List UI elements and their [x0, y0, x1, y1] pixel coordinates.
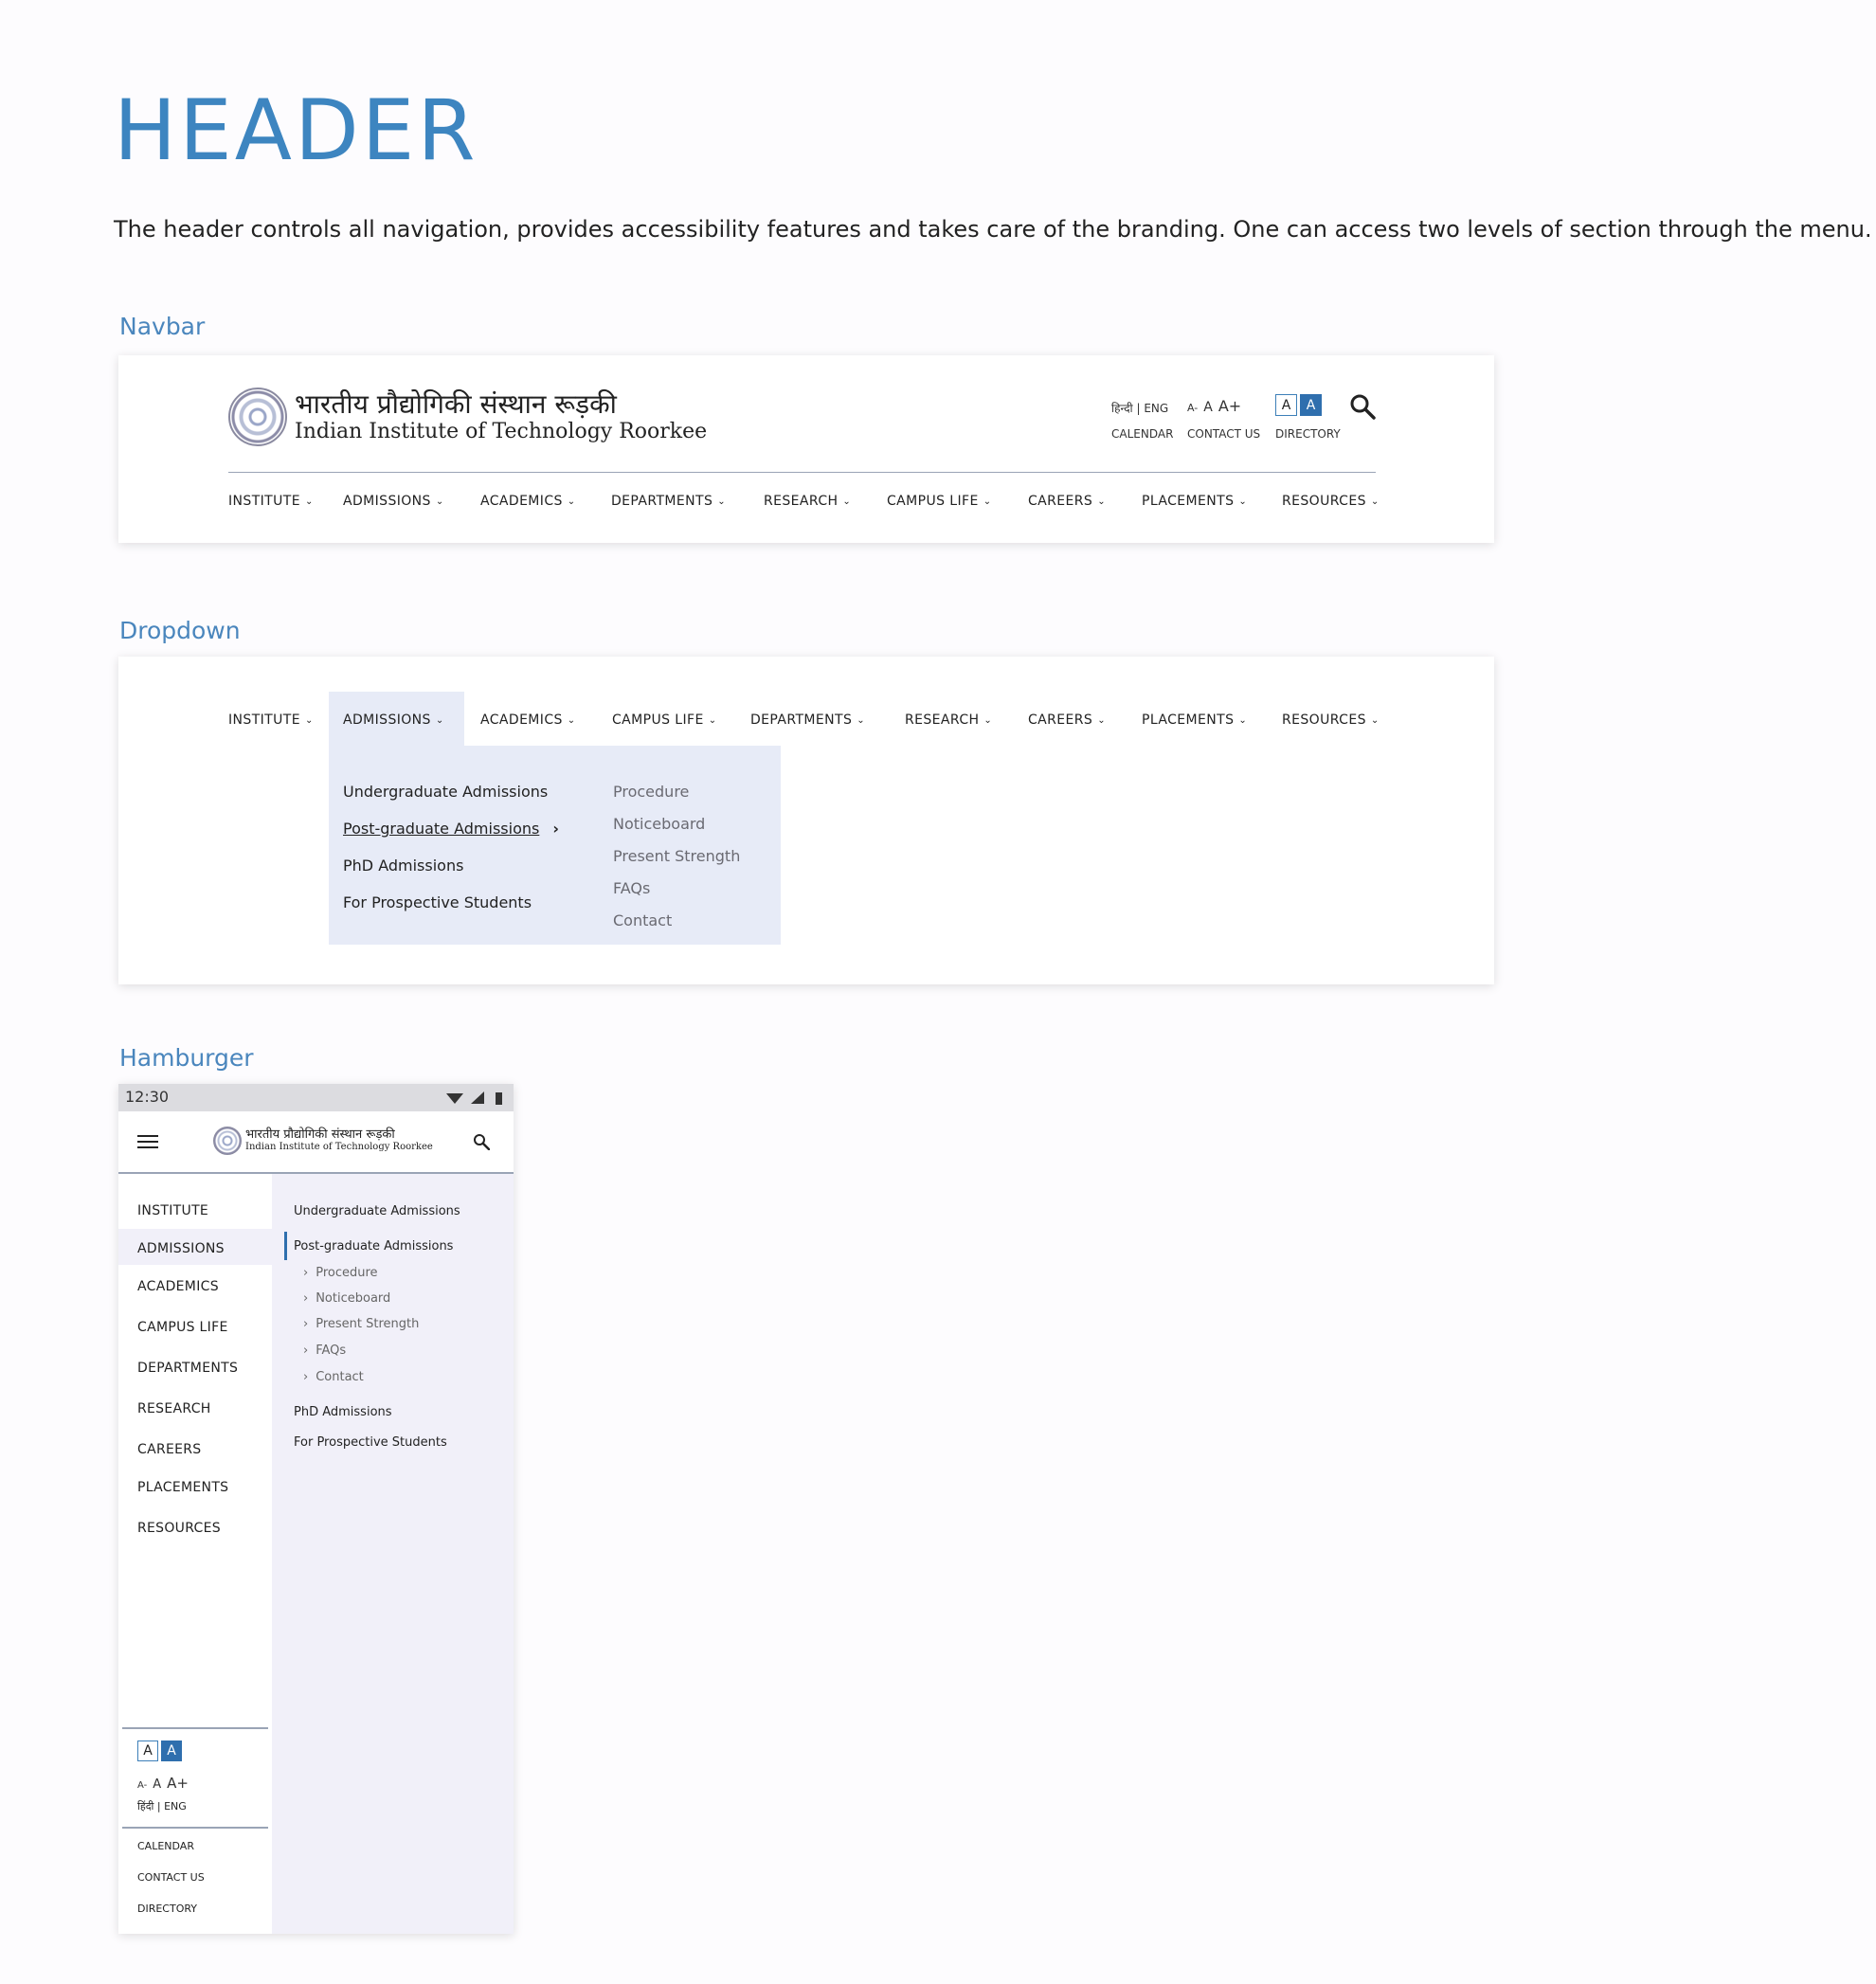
mobile-directory-link[interactable]: DIRECTORY [137, 1903, 198, 1915]
mobile-sub-postgraduate[interactable]: Post-graduate Admissions [294, 1239, 454, 1254]
font-size-controls [1187, 397, 1247, 415]
dropdown-sub-contact[interactable]: Contact [613, 911, 673, 929]
dropdown-item-undergraduate[interactable]: Undergraduate Admissions [343, 783, 549, 801]
nav-research[interactable]: RESEARCH ⌄ [764, 494, 852, 509]
dd-nav-research[interactable]: RESEARCH ⌄ [905, 712, 993, 728]
nav-campus-life[interactable]: CAMPUS LIFE ⌄ [887, 494, 992, 509]
sidebar-item-admissions[interactable]: ADMISSIONS [137, 1241, 225, 1256]
nav-institute[interactable]: INSTITUTE ⌄ [228, 494, 314, 509]
sidebar-item-institute[interactable]: INSTITUTE [137, 1203, 209, 1218]
dropdown-item-phd[interactable]: PhD Admissions [343, 857, 464, 875]
chevron-right-icon: › [303, 1266, 309, 1280]
chevron-down-icon: ⌄ [983, 715, 993, 726]
chevron-down-icon: ⌄ [1238, 715, 1248, 726]
dd-nav-placements[interactable]: PLACEMENTS ⌄ [1142, 712, 1248, 728]
dd-nav-admissions[interactable]: ADMISSIONS ⌄ [343, 712, 444, 728]
mobile-sub3-noticeboard[interactable]: › Noticeboard [303, 1291, 391, 1306]
font-decrease-button[interactable]: A- [1187, 402, 1199, 414]
chevron-down-icon: ⌄ [435, 715, 444, 726]
page-title: HEADER [114, 81, 478, 179]
chevron-right-icon: › [552, 820, 559, 838]
contrast-toggle [1275, 394, 1322, 416]
sidebar-item-campus-life[interactable]: CAMPUS LIFE [137, 1320, 228, 1335]
contact-link[interactable]: CONTACT US [1187, 427, 1261, 441]
chevron-down-icon: ⌄ [842, 496, 852, 507]
mobile-brand-hindi: भारतीय प्रौद्योगिकी संस्थान रूड़की [245, 1127, 395, 1142]
sidebar-divider-2 [122, 1827, 268, 1829]
dropdown-item-postgraduate[interactable]: Post-graduate Admissions › [343, 820, 559, 838]
chevron-down-icon: ⌄ [1370, 715, 1380, 726]
mobile-contact-link[interactable]: CONTACT US [137, 1871, 205, 1884]
dropdown-card [118, 657, 1494, 984]
dropdown-sub-faqs[interactable]: FAQs [613, 879, 651, 897]
navbar-divider [228, 472, 1376, 473]
chevron-down-icon: ⌄ [567, 715, 576, 726]
chevron-down-icon: ⌄ [435, 496, 444, 507]
chevron-down-icon: ⌄ [1238, 496, 1248, 507]
dd-nav-campus-life[interactable]: CAMPUS LIFE ⌄ [612, 712, 717, 728]
search-icon[interactable] [1349, 393, 1376, 420]
mobile-contrast-toggle [137, 1741, 182, 1761]
mobile-font-size-controls [137, 1775, 194, 1792]
font-normal-button[interactable]: A [1203, 400, 1213, 415]
dd-nav-academics[interactable]: ACADEMICS ⌄ [480, 712, 576, 728]
contrast-light-button[interactable]: A [1275, 394, 1297, 416]
chevron-down-icon: ⌄ [983, 496, 992, 507]
institute-emblem-icon [213, 1127, 242, 1155]
mobile-language-toggle[interactable]: हिंदी | ENG [137, 1800, 187, 1813]
dd-nav-institute[interactable]: INSTITUTE ⌄ [228, 712, 314, 728]
chevron-down-icon: ⌄ [717, 496, 727, 507]
sidebar-item-placements[interactable]: PLACEMENTS [137, 1480, 229, 1495]
dropdown-sub-present-strength[interactable]: Present Strength [613, 847, 741, 865]
mobile-sub3-present-strength[interactable]: › Present Strength [303, 1317, 420, 1331]
hamburger-section-label: Hamburger [119, 1044, 254, 1072]
nav-careers[interactable]: CAREERS ⌄ [1028, 494, 1106, 509]
search-icon[interactable] [473, 1133, 490, 1150]
status-icons [444, 1090, 505, 1107]
brand-logo[interactable] [228, 388, 707, 446]
mobile-calendar-link[interactable]: CALENDAR [137, 1840, 194, 1852]
nav-departments[interactable]: DEPARTMENTS ⌄ [611, 494, 727, 509]
sidebar-item-resources[interactable]: RESOURCES [137, 1521, 221, 1536]
dropdown-item-prospective[interactable]: For Prospective Students [343, 893, 532, 911]
active-sub-indicator [284, 1232, 287, 1260]
sidebar-divider [122, 1727, 268, 1729]
contrast-dark-button[interactable]: A [1300, 394, 1322, 416]
dropdown-panel [329, 746, 781, 945]
mobile-sub-phd[interactable]: PhD Admissions [294, 1405, 392, 1419]
chevron-down-icon: ⌄ [1097, 715, 1106, 726]
chevron-down-icon: ⌄ [304, 496, 314, 507]
navbar-card [118, 355, 1494, 543]
dropdown-section-label: Dropdown [119, 617, 241, 644]
font-decrease-button[interactable]: A- [137, 1780, 148, 1791]
mobile-brand-logo[interactable] [213, 1127, 433, 1155]
chevron-down-icon: ⌄ [304, 715, 314, 726]
mobile-sub3-faqs[interactable]: › FAQs [303, 1344, 347, 1358]
mobile-sub-prospective[interactable]: For Prospective Students [294, 1435, 447, 1450]
sidebar-item-academics[interactable]: ACADEMICS [137, 1279, 219, 1294]
dropdown-sub-noticeboard[interactable]: Noticeboard [613, 815, 706, 833]
chevron-right-icon: › [303, 1370, 309, 1384]
chevron-right-icon: › [303, 1317, 309, 1331]
nav-academics[interactable]: ACADEMICS ⌄ [480, 494, 576, 509]
mobile-sub-undergraduate[interactable]: Undergraduate Admissions [294, 1204, 460, 1218]
chevron-down-icon: ⌄ [1097, 496, 1106, 507]
mobile-sub3-procedure[interactable]: › Procedure [303, 1266, 378, 1280]
hamburger-menu-icon[interactable] [137, 1133, 158, 1150]
brand-hindi: भारतीय प्रौद्योगिकी संस्थान रूड़की [295, 388, 617, 420]
dd-nav-careers[interactable]: CAREERS ⌄ [1028, 712, 1106, 728]
sidebar-item-departments[interactable]: DEPARTMENTS [137, 1361, 239, 1376]
brand-english: Indian Institute of Technology Roorkee [295, 420, 708, 443]
dd-nav-departments[interactable]: DEPARTMENTS ⌄ [750, 712, 866, 728]
nav-admissions[interactable]: ADMISSIONS ⌄ [343, 494, 444, 509]
font-normal-button[interactable]: A [153, 1777, 162, 1792]
dropdown-sub-procedure[interactable]: Procedure [613, 783, 690, 801]
status-time: 12:30 [125, 1088, 170, 1106]
font-increase-button[interactable]: A+ [1218, 397, 1242, 415]
page-description: The header controls all navigation, provides accessibility features and takes care of the branding. One can access two levels of section through the menu. [114, 216, 1872, 243]
institute-emblem-icon [228, 388, 287, 446]
sidebar-item-careers[interactable]: CAREERS [137, 1442, 202, 1457]
font-increase-button[interactable]: A+ [167, 1775, 189, 1792]
nav-resources[interactable]: RESOURCES ⌄ [1282, 494, 1380, 509]
chevron-right-icon: › [303, 1291, 309, 1306]
contrast-dark-button[interactable]: A [161, 1741, 182, 1761]
chevron-down-icon: ⌄ [1370, 496, 1380, 507]
sidebar-item-research[interactable]: RESEARCH [137, 1401, 211, 1416]
status-bar [118, 1084, 514, 1111]
mobile-sub3-contact[interactable]: › Contact [303, 1370, 364, 1384]
language-toggle[interactable]: हिन्दी | ENG [1111, 402, 1169, 415]
mobile-frame [118, 1084, 514, 1934]
mobile-app-bar [118, 1111, 514, 1172]
calendar-link[interactable]: CALENDAR [1111, 427, 1174, 441]
dd-nav-resources[interactable]: RESOURCES ⌄ [1282, 712, 1380, 728]
directory-link[interactable]: DIRECTORY [1275, 427, 1341, 441]
chevron-down-icon: ⌄ [708, 715, 717, 726]
contrast-light-button[interactable]: A [137, 1741, 158, 1761]
chevron-down-icon: ⌄ [857, 715, 866, 726]
navbar-section-label: Navbar [119, 313, 206, 340]
nav-placements[interactable]: PLACEMENTS ⌄ [1142, 494, 1248, 509]
chevron-down-icon: ⌄ [567, 496, 576, 507]
chevron-right-icon: › [303, 1344, 309, 1358]
mobile-brand-english: Indian Institute of Technology Roorkee [245, 1142, 433, 1152]
